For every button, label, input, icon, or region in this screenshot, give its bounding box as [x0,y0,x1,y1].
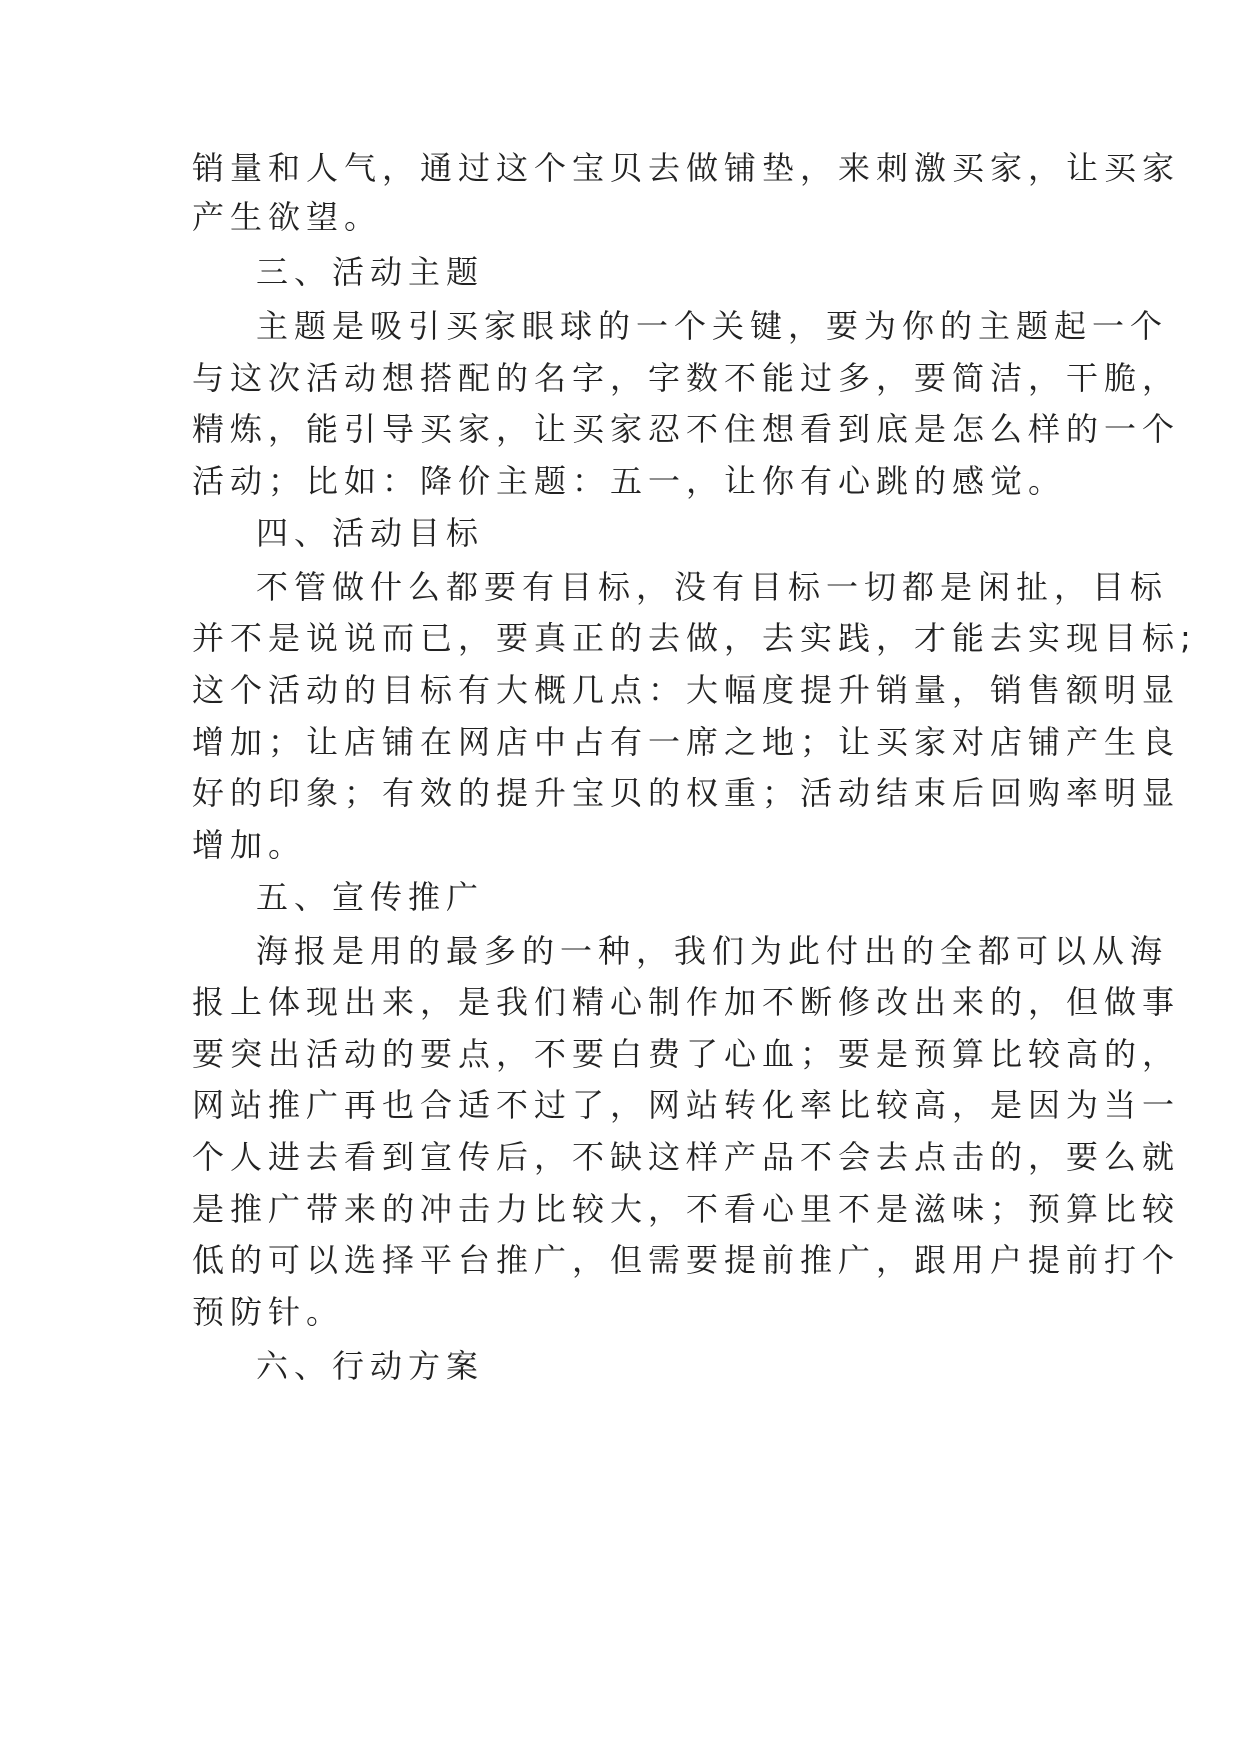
paragraph-line: 产生欲望。 [192,198,383,236]
paragraph-line: 增加。 [192,826,307,864]
section-heading-promotion: 五、宣传推广 [256,878,485,916]
section-heading-theme: 三、活动主题 [256,253,485,291]
paragraph-line: 主题是吸引买家眼球的一个关键，要为你的主题起一个 [256,307,1169,345]
paragraph-line: 好的印象；有效的提升宝贝的权重；活动结束后回购率明显 [192,774,1181,812]
paragraph-line: 低的可以选择平台推广，但需要提前推广，跟用户提前打个 [192,1241,1181,1279]
paragraph-line: 与这次活动想搭配的名字，字数不能过多，要简洁，干脆， [192,359,1181,397]
paragraph-line: 海报是用的最多的一种，我们为此付出的全都可以从海 [256,932,1169,970]
paragraph-line: 精炼，能引导买家，让买家忍不住想看到底是怎么样的一个 [192,410,1181,448]
paragraph-line: 要突出活动的要点，不要白费了心血；要是预算比较高的， [192,1035,1181,1073]
section-heading-goals: 四、活动目标 [256,514,485,552]
paragraph-line: 这个活动的目标有大概几点：大幅度提升销量，销售额明显 [192,671,1181,709]
paragraph-line: 报上体现出来，是我们精心制作加不断修改出来的，但做事 [192,983,1181,1021]
paragraph-line: 活动；比如：降价主题：五一，让你有心跳的感觉。 [192,462,1067,500]
paragraph-line: 预防针。 [192,1293,345,1331]
section-heading-action-plan: 六、行动方案 [256,1347,485,1385]
paragraph-line: 并不是说说而已，要真正的去做，去实践，才能去实现目标; [192,619,1197,657]
paragraph-line: 是推广带来的冲击力比较大，不看心里不是滋味；预算比较 [192,1190,1181,1228]
paragraph-line: 增加；让店铺在网店中占有一席之地；让买家对店铺产生良 [192,723,1181,761]
paragraph-line: 不管做什么都要有目标，没有目标一切都是闲扯，目标 [256,568,1169,606]
paragraph-line: 网站推广再也合适不过了，网站转化率比较高，是因为当一 [192,1086,1181,1124]
paragraph-line: 销量和人气，通过这个宝贝去做铺垫，来刺激买家，让买家 [192,149,1181,187]
paragraph-line: 个人进去看到宣传后，不缺这样产品不会去点击的，要么就 [192,1138,1181,1176]
